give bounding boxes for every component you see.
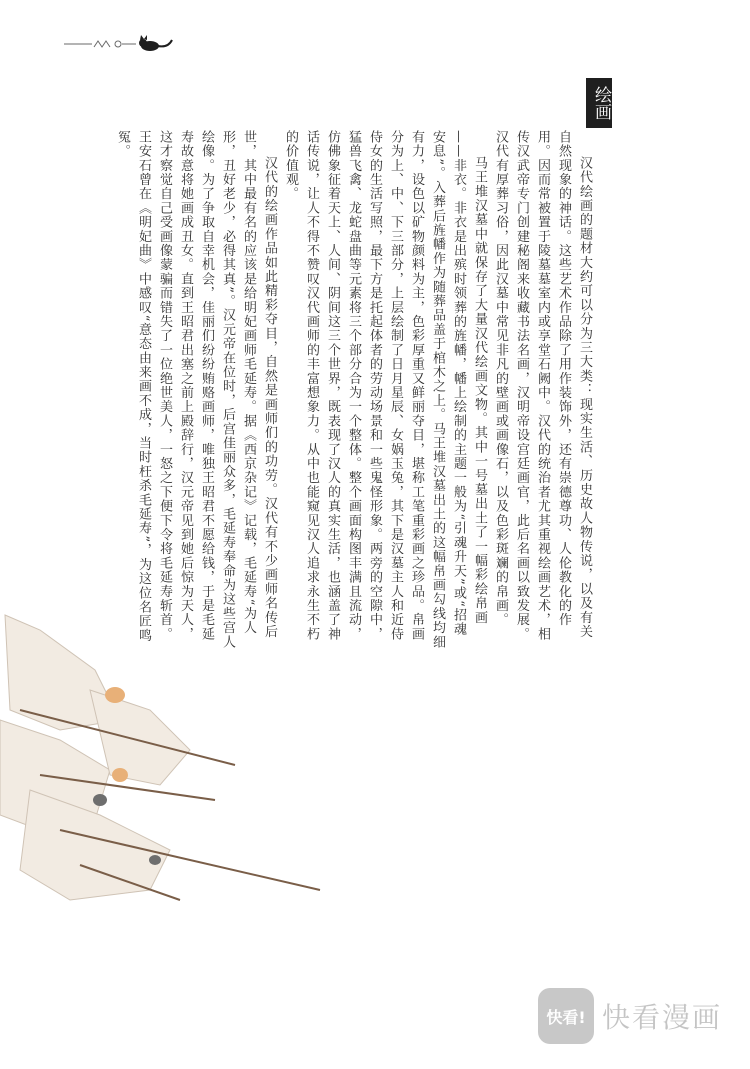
section-tag: 绘画 — [586, 78, 612, 128]
watermark — [538, 988, 738, 1044]
article-body — [115, 130, 595, 650]
kuaikan-logo-icon — [538, 988, 594, 1044]
cat-soldiers-illustration — [0, 600, 330, 910]
paragraph: 马王堆汉墓中就保存了大量汉代绘画文物。其中一号墓出土了一幅彩绘帛画——非衣。非衣是出殡时领葬的旌幡，幡上绘制的主题一般为“引魂升天”或“招魂安息”。入葬后旌幡作为随葬品盖于棺木之上。马王堆汉墓出土的这幅帛画勾线均细有力，设色以矿物颜料为主，色彩厚重又鲜丽夺目，堪称工笔重彩画之珍品。帛画分为上、中、下三部分，上层绘制了日月星辰、女娲玉兔，其下是汉墓主人和近侍侍女的生活写照，最下方是托起体者的劳动场景和一些鬼怪形象。两旁的空隙中，猛兽飞禽、龙蛇盘曲等元素将三个部分合为一个整体。整个画面构图丰满且流动，仿佛象征着天上、人间、阴间这三个世界，既表现了汉人的真实生活，也涵盖了神话传说，让人不得不赞叹汉代画师的丰富想象力。从中也能窥见汉人追求永生不朽的价值观。 — [283, 130, 487, 650]
cat-silhouette-icon — [139, 35, 172, 51]
header-ornament — [64, 34, 184, 54]
paragraph: 汉代绘画的题材大约可以分为三大类：现实生活、历史故人物传说，以及有关自然现象的神话。这些艺术作品除了用作装饰外，还有崇德尊功、人伦教化的作用。因而常被置于陵墓墓室内或享堂石阙中。汉代的统治者尤其重视绘画艺术，相传汉武帝专门创建秘阁来收藏书法名画，汉明帝设宫廷画官，此后名画以致发展。汉代有厚葬习俗，因此汉墓中常见非凡的壁画或画像石，以及色彩斑斓的帛画。 — [493, 130, 592, 642]
brand-text: 快看漫画 — [602, 1001, 723, 1034]
paragraph: 汉代的绘画作品如此精彩夺目，自然是画师们的功劳。汉代有不少画师名传后世，其中最有名的应该是给明妃画师毛延寿。据《西京杂记》记载，毛延寿“为人形，丑好老少，必得其真”。汉元帝在位时，后宫佳丽众多，毛延寿奉命为这些宫人绘像。为了争取自幸机会，佳丽们纷纷贿赂画师，唯独王昭君不愿给钱，于是毛延寿故意将她画成丑女。直到王昭君出塞之前上殿辞行，汉元帝见到她后惊为天人，这才察觉自己受画像蒙骗而错失了一位绝世美人，一怒之下便下令将毛延寿斩首。王安石曾在《明妃曲》中感叹“意态由来画不成，当时枉杀毛延寿”，为这位名匠鸣冤。 — [115, 130, 277, 650]
logo-text: 快看! — [546, 1007, 586, 1027]
